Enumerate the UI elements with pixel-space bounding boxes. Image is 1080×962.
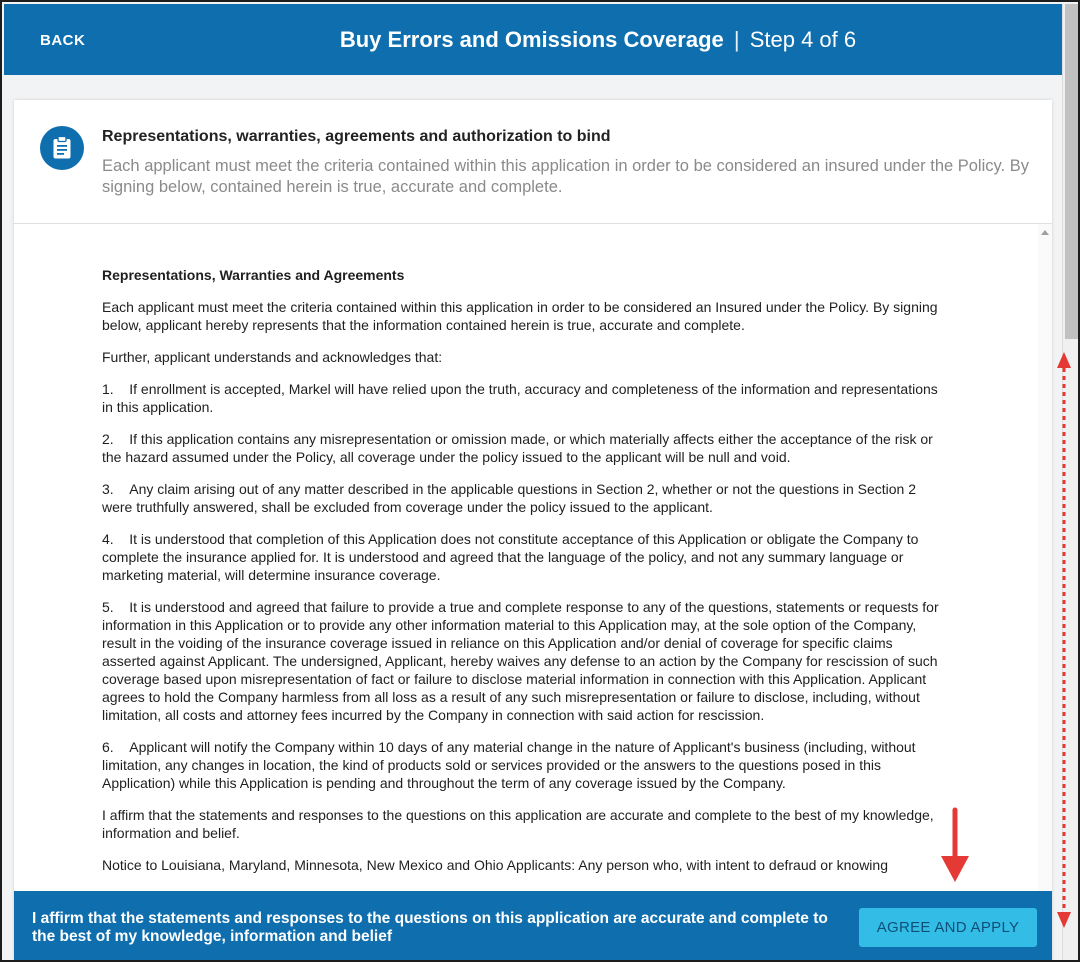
terms-paragraph: Each applicant must meet the criteria contained within this application in order to be considered an Insured under the Policy. By signing below, applicant hereby represents that the information contained herein is true, accurate and complete. (102, 299, 938, 333)
document-scrollbar[interactable] (1038, 224, 1052, 962)
terms-content (102, 266, 950, 888)
header-bar (4, 4, 1062, 75)
affirmation-text: I affirm that the statements and responses to the questions on this application are accurate and complete to the best of my knowledge, information and belief (32, 910, 828, 945)
agreement-action-bar (14, 891, 1052, 962)
agree-and-apply-button[interactable]: AGREE AND APPLY (859, 908, 1037, 947)
clipboard-icon (40, 126, 84, 170)
terms-paragraph: 2. If this application contains any misrepresentation or omission made, or which materially affects either the acceptance of the risk or the hazard assumed under the Policy, all coverage under the policy issued to the applicant will be null and void. (102, 431, 933, 465)
scroll-up-arrow-icon[interactable] (1041, 230, 1049, 235)
terms-paragraph: 3. Any claim arising out of any matter described in the applicable questions in Section 2, whether or not the questions in Section 2 were truthfully answered, shall be excluded from coverage under the policy issued to the applicant. (102, 481, 917, 515)
page-title (4, 27, 1062, 53)
title-separator: | (733, 27, 740, 52)
page-title-main: Buy Errors and Omissions Coverage (339, 27, 724, 52)
terms-paragraph: 1. If enrollment is accepted, Markel will have relied upon the truth, accuracy and completeness of the information and representations in this application. (102, 381, 938, 415)
terms-paragraph: 4. It is understood that completion of this Application does not constitute acceptance of this Application or obligate the Company to complete the insurance applied for. It is understood and agreed that the language of the policy, and not any summary language or marketing material, will determine insurance coverage. (102, 531, 919, 583)
terms-paragraph: Further, applicant understands and acknowledges that: (102, 349, 443, 365)
annotation-down-arrow (938, 806, 972, 884)
terms-heading: Representations, Warranties and Agreements (102, 267, 405, 283)
terms-document[interactable] (14, 224, 1038, 962)
terms-paragraph: Notice to Louisiana, Maryland, Minnesota, New Mexico and Ohio Applicants: Any person who, with intent to defraud or knowing (102, 857, 888, 873)
card-header (14, 100, 1052, 224)
step-indicator: Step 4 of 6 (749, 27, 857, 52)
page-scrollbar-thumb[interactable] (1065, 4, 1078, 339)
section-subtitle: Each applicant must meet the criteria contained within this application in order to be considered an insured under the Policy. By signing below, contained herein is true, accurate and complete. (102, 157, 1029, 196)
back-button[interactable]: BACK (40, 32, 86, 49)
terms-paragraph: I affirm that the statements and responses to the questions on this application are accurate and complete to the best of my knowledge, information and belief. (102, 807, 934, 841)
agreement-card (14, 100, 1052, 962)
annotation-scroll-arrow (1054, 350, 1074, 930)
terms-paragraph: 5. It is understood and agreed that failure to provide a true and complete response to any of the questions, statements or requests for information in this Application or to provide any other information material to this Application may, at the sole option of the Company, result in the voiding of the insurance coverage issued in reliance on this Application and/or denial of coverage for specific claims asserted against Applicant. The undersigned, Applicant, hereby waives any defense to an action by the Company for rescission of such coverage based upon misrepresentation of fact or failure to disclose material information in connection with this Application. Applicant agrees to hold the Company harmless from all loss as a result of any such misrepresentation or failure to disclose, including, without limitation, all costs and attorney fees incurred by the Company in connection with said action for rescission. (102, 599, 939, 723)
section-title: Representations, warranties, agreements and authorization to bind (102, 128, 611, 145)
terms-paragraph: 6. Applicant will notify the Company within 10 days of any material change in the nature of Applicant's business (including, without limitation, any changes in location, the kind of products sold or services provided or the answers to the questions posed in this Application) while this Application is pending and throughout the term of any coverage issued by the Company. (102, 739, 916, 791)
